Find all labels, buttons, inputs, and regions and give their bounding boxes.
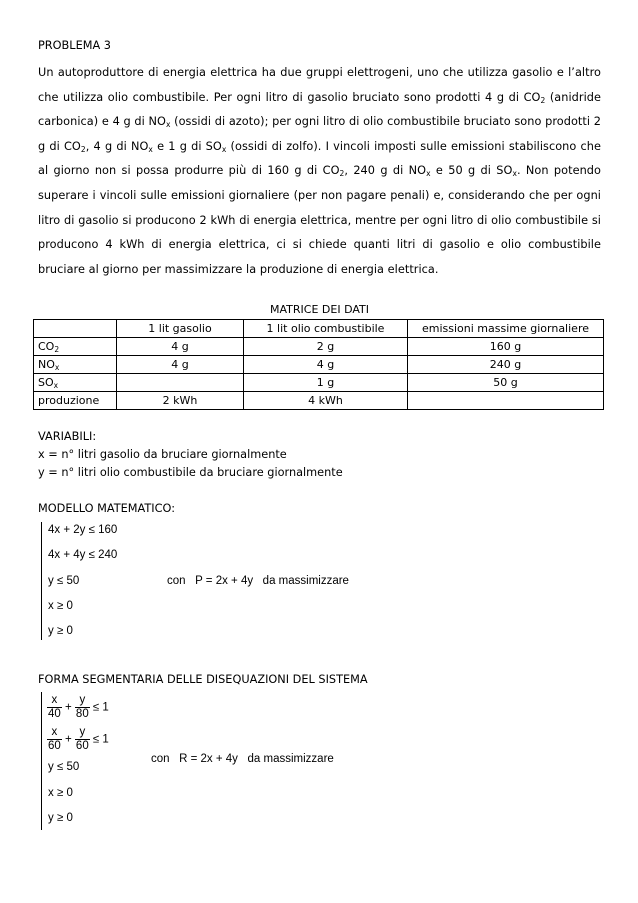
constraint: 4x + 2y ≤ 160	[48, 524, 118, 536]
table-cell: $SO_x$	[34, 374, 117, 392]
table-cell: 4 g	[117, 356, 244, 374]
constraint: x ≥ 0	[48, 787, 73, 799]
table-cell: 4 g	[244, 356, 408, 374]
fraction: $\frac{y}{60}$	[75, 726, 89, 752]
constraint: y ≤ 50	[48, 761, 80, 773]
objective-function: con P = 2x + 4y da massimizzare	[167, 575, 349, 587]
system-brace	[41, 692, 42, 830]
table-cell: 4 kWh	[244, 392, 408, 410]
table-header: 1 lit gasolio	[117, 320, 244, 338]
table-cell: 4 g	[117, 338, 244, 356]
table-row	[34, 374, 604, 392]
table-cell: 1 g	[244, 374, 408, 392]
system-brace	[41, 522, 42, 640]
table-header: emissioni massime giornaliere	[408, 320, 604, 338]
table-cell: 160 g	[408, 338, 604, 356]
table-row	[34, 356, 604, 374]
objective-function: con R = 2x + 4y da massimizzare	[151, 753, 334, 765]
model-heading: MODELLO MATEMATICO:	[38, 502, 175, 515]
table-cell	[117, 374, 244, 392]
problem-title: PROBLEMA 3	[38, 39, 111, 52]
fraction: $\frac{y}{80}$	[75, 694, 89, 720]
data-matrix-table	[33, 319, 604, 410]
table-cell: $NO_x$	[34, 356, 117, 374]
fraction-constraint: $\frac{x}{40}$ + $\frac{y}{80}$ ≤ 1	[48, 694, 109, 720]
table-row	[34, 392, 604, 410]
constraint: 4x + 4y ≤ 240	[48, 549, 118, 561]
variable-y: y = n° litri olio combustibile da bruciare giornalmente	[38, 466, 343, 479]
constraint: y ≥ 0	[48, 812, 73, 824]
fraction: $\frac{x}{60}$	[48, 726, 61, 752]
table-cell: 240 g	[408, 356, 604, 374]
table-row	[34, 338, 604, 356]
problem-text: Un autoproduttore di energia elettrica ha due gruppi elettrogeni, uno che utilizza gasolio e l’altro che utilizza olio combustibile. Per ogni litro di gasolio bruciato sono prodotti 4 g di $CO_2$ (anidride carbonica) e 4 g di $NO_x$ (ossidi di azoto); per ogni litro di olio combustibile bruciato sono prodotti 2 g di $CO_2$, 4 g di $NO_x$ e 1 g di $SO_x$ (ossidi di zolfo). I vincoli imposti sulle emissioni stabiliscono che al giorno non si possa produrre più di 160 g di $CO_2$, 240 g di $NO_x$ e 50 g di $SO_x$. Non potendo superare i vincoli sulle emissioni giornaliere (per non pagare penali) e, considerando che per ogni litro di gasolio si producono 2 kWh di energia elettrica, mentre per ogni litro di olio combustibile si producono 4 kWh di energia elettrica, ci si chiede quanti litri di gasolio e olio combustibile bruciare al giorno per massimizzare la produzione di energia elettrica.	[38, 66, 602, 276]
variables-heading: VARIABILI:	[38, 430, 97, 443]
table-cell	[408, 392, 604, 410]
table-cell: 2 g	[244, 338, 408, 356]
table-header-row	[34, 320, 604, 338]
table-cell: 50 g	[408, 374, 604, 392]
table-caption: MATRICE DEI DATI	[270, 303, 369, 316]
table-cell: $CO_2$	[34, 338, 117, 356]
fraction: $\frac{x}{40}$	[48, 694, 61, 720]
table-cell: produzione	[34, 392, 117, 410]
table-header	[34, 320, 117, 338]
segmentary-heading: FORMA SEGMENTARIA DELLE DISEQUAZIONI DEL SISTEMA	[38, 673, 368, 686]
fraction-constraint: $\frac{x}{60}$ + $\frac{y}{60}$ ≤ 1	[48, 726, 109, 752]
variable-x: x = n° litri gasolio da bruciare giornalmente	[38, 448, 287, 461]
table-cell: 2 kWh	[117, 392, 244, 410]
constraint: x ≥ 0	[48, 600, 73, 612]
constraint: y ≤ 50	[48, 575, 80, 587]
table-header: 1 lit olio combustibile	[244, 320, 408, 338]
constraint: y ≥ 0	[48, 625, 73, 637]
